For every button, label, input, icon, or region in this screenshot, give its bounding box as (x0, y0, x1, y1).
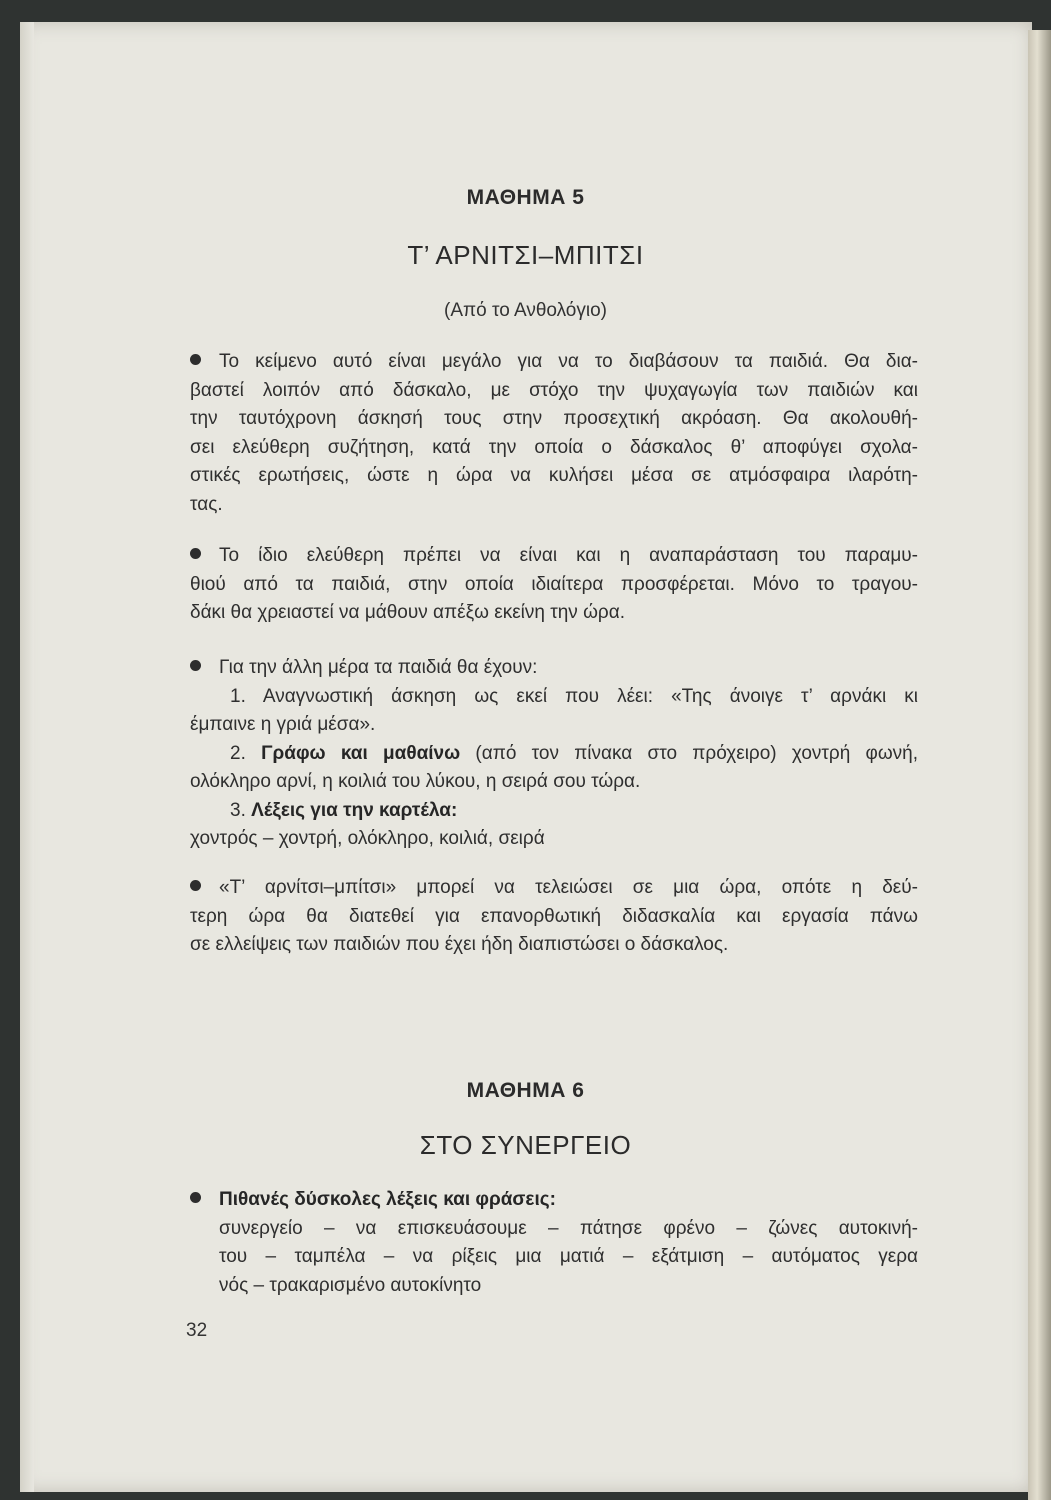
bullet-icon (190, 354, 201, 365)
lesson5-paragraph-3 (190, 654, 918, 854)
lesson6-heading: ΜΑΘΗΜΑ 6 (466, 1079, 585, 1102)
word-list-line: του – ταμπέλα – να ρίξεις μια ματιά – εξάτμιση – αυτόματος γερα (219, 1246, 918, 1267)
lesson5-title: Τ’ ΑΡΝΙΤΣΙ–ΜΠΙΤΣΙ (407, 240, 644, 270)
lesson6-title: ΣΤΟ ΣΥΝΕΡΓΕΙΟ (419, 1130, 632, 1160)
paragraph-line: Πιθανές δύσκολες λέξεις και φράσεις: (190, 1186, 918, 1215)
lesson5-paragraph-1 (190, 348, 918, 519)
paragraph-line: Για την άλλη μέρα τα παιδιά θα έχουν: (190, 654, 918, 683)
list-item-1-continued: έμπαινε η γριά μέσα». (190, 714, 376, 735)
paragraph-line: την ταυτόχρονη άσκησή τους στην προσεχτική ακρόαση. Θα ακολουθή- (190, 408, 918, 429)
paragraph-line: στικές ερωτήσεις, ώστε η ώρα να κυλήσει μέσα σε ατμόσφαιρα ιλαρότη- (190, 465, 918, 486)
lesson5-subtitle: (Από το Ανθολόγιο) (444, 300, 607, 321)
paragraph-line: βαστεί λοιπόν από δάσκαλο, με στόχο την ψυχαγωγία των παιδιών και (190, 379, 918, 401)
list-item-3: 3. Λέξεις για την καρτέλα: (230, 799, 458, 821)
paragraph-line: θιού από τα παιδιά, στην οποία ιδιαίτερα προσφέρεται. Μόνο το τραγου- (190, 573, 918, 595)
bullet-icon (190, 660, 201, 671)
bullet-icon (190, 1192, 201, 1203)
lesson5-paragraph-4 (190, 874, 918, 960)
paragraph-line: τερη ώρα θα διατεθεί για επανορθωτική διδασκαλία και εργασία πάνω (190, 905, 918, 927)
lesson5-heading: ΜΑΘΗΜΑ 5 (466, 186, 585, 209)
paragraph-line: Το ίδιο ελεύθερη πρέπει να είναι και η αναπαράσταση του παραμυ- (190, 542, 918, 571)
list-item-1: 1. Αναγνωστική άσκηση ως εκεί που λέει: «Της άνοιγε τ’ αρνάκι κι (230, 685, 918, 707)
word-list-line: νός – τρακαρισμένο αυτοκίνητο (219, 1274, 482, 1296)
paragraph-line: δάκι θα χρειαστεί να μάθουν απέξω εκείνη την ώρα. (190, 602, 625, 623)
list-item-2: 2. Γράφω και μαθαίνω (από τον πίνακα στο πρόχειρο) χοντρή φωνή, (230, 742, 919, 764)
paragraph-line: σει ελεύθερη συζήτηση, κατά την οποία ο δάσκαλος θ’ αποφύγει σχολα- (190, 436, 918, 458)
page-number: 32 (186, 1320, 208, 1341)
paragraph-line: σε ελλείψεις των παιδιών που έχει ήδη διαπιστώσει ο δάσκαλος. (190, 934, 729, 955)
word-list-line: συνεργείο – να επισκευάσουμε – πάτησε φρένο – ζώνες αυτοκινή- (219, 1217, 918, 1239)
lesson5-paragraph-2 (190, 542, 918, 628)
list-item-2-continued: ολόκληρο αρνί, η κοιλιά του λύκου, η σειρά σου τώρα. (190, 771, 641, 792)
lesson6-word-list (190, 1186, 918, 1300)
bullet-icon (190, 880, 201, 891)
paragraph-line: Το κείμενο αυτό είναι μεγάλο για να το διαβάσουν τα παιδιά. Θα δια- (190, 348, 918, 377)
paragraph-line: τας. (190, 493, 223, 515)
bullet-icon (190, 548, 201, 559)
paragraph-line: «Τ’ αρνίτσι–μπίτσι» μπορεί να τελειώσει σε μια ώρα, οπότε η δεύ- (190, 874, 918, 903)
list-item-3-continued: χοντρός – χοντρή, ολόκληρο, κοιλιά, σειρά (190, 828, 545, 849)
